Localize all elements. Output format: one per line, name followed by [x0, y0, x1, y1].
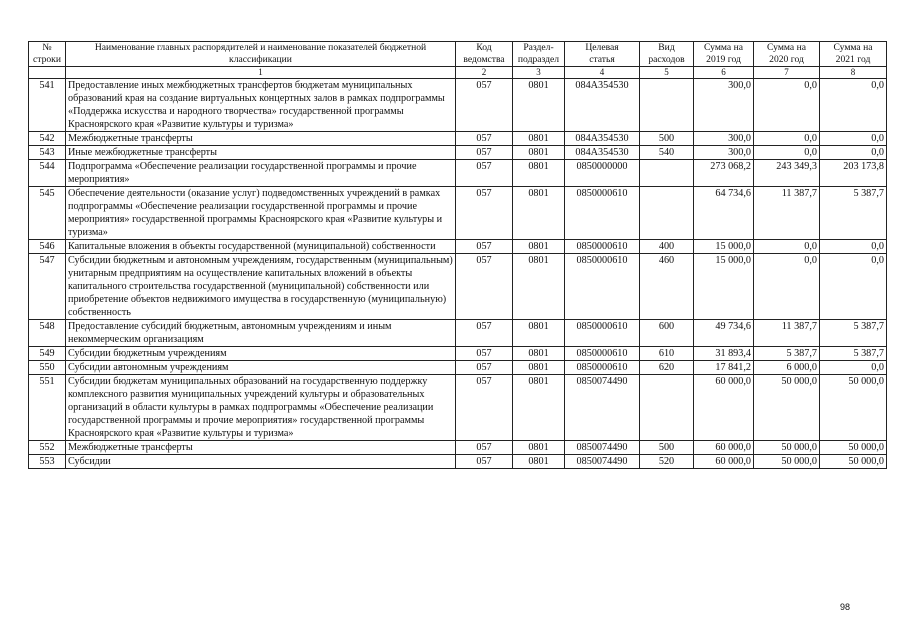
- row-target-item: 084A354530: [565, 146, 640, 160]
- row-section: 0801: [513, 146, 565, 160]
- row-department-code: 057: [456, 441, 513, 455]
- table-row: [29, 375, 887, 441]
- row-expense-type: [640, 160, 694, 187]
- table-row: [29, 132, 887, 146]
- row-department-code: 057: [456, 455, 513, 469]
- row-section: 0801: [513, 347, 565, 361]
- row-sum-2020: 11 387,7: [754, 187, 820, 240]
- row-expense-type: 460: [640, 254, 694, 320]
- row-department-code: 057: [456, 254, 513, 320]
- row-number: 545: [29, 187, 66, 240]
- column-number: 5: [640, 67, 694, 79]
- table-body: [29, 79, 887, 469]
- row-number: 547: [29, 254, 66, 320]
- row-sum-2020: 11 387,7: [754, 320, 820, 347]
- row-name: Иные межбюджетные трансферты: [66, 146, 456, 160]
- row-name: Субсидии автономным учреждениям: [66, 361, 456, 375]
- table-header-row: [29, 42, 887, 67]
- row-section: 0801: [513, 160, 565, 187]
- row-target-item: 0850074490: [565, 455, 640, 469]
- row-name: Предоставление иных межбюджетных трансфертов бюджетам муниципальных образований края на создание виртуальных концертных залов в рамках подпрограммы «Поддержка искусства и народного творчества» государственной программы Красноярского края «Развитие культуры и туризма»: [66, 79, 456, 132]
- column-number: 6: [694, 67, 754, 79]
- table-row: [29, 441, 887, 455]
- row-sum-2019: 273 068,2: [694, 160, 754, 187]
- row-name: Капитальные вложения в объекты государственной (муниципальной) собственности: [66, 240, 456, 254]
- row-section: 0801: [513, 455, 565, 469]
- row-sum-2020: 0,0: [754, 132, 820, 146]
- row-target-item: 0850000610: [565, 254, 640, 320]
- row-section: 0801: [513, 375, 565, 441]
- row-name: Предоставление субсидий бюджетным, автономным учреждениям и иным некоммерческим организациям: [66, 320, 456, 347]
- row-number: 546: [29, 240, 66, 254]
- row-department-code: 057: [456, 347, 513, 361]
- row-number: 544: [29, 160, 66, 187]
- row-sum-2020: 5 387,7: [754, 347, 820, 361]
- header-expense-type: Вид расходов: [640, 42, 694, 67]
- row-target-item: 0850000610: [565, 347, 640, 361]
- page-number: 98: [839, 602, 850, 612]
- row-expense-type: [640, 187, 694, 240]
- row-target-item: 084A354530: [565, 132, 640, 146]
- row-department-code: 057: [456, 361, 513, 375]
- table-row: [29, 455, 887, 469]
- column-number: 3: [513, 67, 565, 79]
- row-department-code: 057: [456, 375, 513, 441]
- table-row: [29, 240, 887, 254]
- header-sum-2020: Сумма на 2020 год: [754, 42, 820, 67]
- row-number: 543: [29, 146, 66, 160]
- row-expense-type: 500: [640, 132, 694, 146]
- row-sum-2019: 64 734,6: [694, 187, 754, 240]
- row-target-item: 0850074490: [565, 441, 640, 455]
- header-sum-2019: Сумма на 2019 год: [694, 42, 754, 67]
- row-section: 0801: [513, 361, 565, 375]
- row-sum-2021: 50 000,0: [820, 375, 887, 441]
- column-number: 4: [565, 67, 640, 79]
- row-section: 0801: [513, 187, 565, 240]
- row-department-code: 057: [456, 320, 513, 347]
- row-target-item: 0850000610: [565, 320, 640, 347]
- row-sum-2020: 50 000,0: [754, 441, 820, 455]
- header-section: Раздел- подраздел: [513, 42, 565, 67]
- row-sum-2021: 0,0: [820, 240, 887, 254]
- row-sum-2020: 0,0: [754, 146, 820, 160]
- row-sum-2019: 300,0: [694, 79, 754, 132]
- row-expense-type: 600: [640, 320, 694, 347]
- column-number: 2: [456, 67, 513, 79]
- row-department-code: 057: [456, 79, 513, 132]
- row-sum-2019: 300,0: [694, 132, 754, 146]
- row-section: 0801: [513, 79, 565, 132]
- row-name: Обеспечение деятельности (оказание услуг) подведомственных учреждений в рамках подпрограммы «Обеспечение реализации государственной программы и прочие мероприятия» государственной программы Красноярского края «Развитие культуры и туризма»: [66, 187, 456, 240]
- header-row-number: № строки: [29, 42, 66, 67]
- row-sum-2020: 243 349,3: [754, 160, 820, 187]
- row-section: 0801: [513, 240, 565, 254]
- column-number-row: [29, 67, 887, 79]
- row-name: Субсидии бюджетным и автономным учреждениям, государственным (муниципальным) унитарным предприятиям на осуществление капитальных вложений в объекты капитального строительства государственной (муниципальной) собственности или приобретение объектов недвижимого имущества в государственную (муниципальную) собственность: [66, 254, 456, 320]
- row-name: Субсидии: [66, 455, 456, 469]
- row-sum-2021: 0,0: [820, 79, 887, 132]
- table-row: [29, 320, 887, 347]
- row-sum-2019: 15 000,0: [694, 254, 754, 320]
- column-number: 7: [754, 67, 820, 79]
- table-row: [29, 79, 887, 132]
- row-sum-2019: 60 000,0: [694, 455, 754, 469]
- row-department-code: 057: [456, 240, 513, 254]
- row-sum-2020: 0,0: [754, 79, 820, 132]
- column-number: 1: [66, 67, 456, 79]
- row-sum-2021: 50 000,0: [820, 441, 887, 455]
- row-sum-2019: 300,0: [694, 146, 754, 160]
- table-row: [29, 187, 887, 240]
- row-sum-2021: 0,0: [820, 361, 887, 375]
- row-target-item: 0850000000: [565, 160, 640, 187]
- row-expense-type: 520: [640, 455, 694, 469]
- row-expense-type: 400: [640, 240, 694, 254]
- row-target-item: 084A354530: [565, 79, 640, 132]
- table-row: [29, 254, 887, 320]
- row-sum-2021: 203 173,8: [820, 160, 887, 187]
- column-number: 8: [820, 67, 887, 79]
- row-expense-type: 610: [640, 347, 694, 361]
- row-sum-2019: 60 000,0: [694, 375, 754, 441]
- row-sum-2021: 0,0: [820, 254, 887, 320]
- row-department-code: 057: [456, 146, 513, 160]
- row-sum-2021: 0,0: [820, 146, 887, 160]
- budget-table: [28, 41, 887, 469]
- row-department-code: 057: [456, 132, 513, 146]
- header-target-item: Целевая статья: [565, 42, 640, 67]
- row-expense-type: 500: [640, 441, 694, 455]
- row-number: 542: [29, 132, 66, 146]
- row-name: Субсидии бюджетным учреждениям: [66, 347, 456, 361]
- table-row: [29, 160, 887, 187]
- row-section: 0801: [513, 441, 565, 455]
- row-number: 553: [29, 455, 66, 469]
- row-expense-type: 540: [640, 146, 694, 160]
- header-sum-2021: Сумма на 2021 год: [820, 42, 887, 67]
- row-sum-2019: 15 000,0: [694, 240, 754, 254]
- row-name: Подпрограмма «Обеспечение реализации государственной программы и прочие мероприятия»: [66, 160, 456, 187]
- row-sum-2020: 50 000,0: [754, 455, 820, 469]
- row-target-item: 0850000610: [565, 187, 640, 240]
- row-sum-2020: 6 000,0: [754, 361, 820, 375]
- row-sum-2019: 60 000,0: [694, 441, 754, 455]
- row-expense-type: 620: [640, 361, 694, 375]
- row-sum-2019: 31 893,4: [694, 347, 754, 361]
- header-name: Наименование главных распорядителей и наименование показателей бюджетной классификации: [66, 42, 456, 67]
- row-name: Межбюджетные трансферты: [66, 132, 456, 146]
- row-section: 0801: [513, 254, 565, 320]
- row-name: Межбюджетные трансферты: [66, 441, 456, 455]
- table-row: [29, 347, 887, 361]
- row-sum-2021: 0,0: [820, 132, 887, 146]
- table-row: [29, 361, 887, 375]
- row-target-item: 0850000610: [565, 361, 640, 375]
- table-row: [29, 146, 887, 160]
- row-name: Субсидии бюджетам муниципальных образований на государственную поддержку комплексного развития муниципальных учреждений культуры и образовательных организаций в области культуры в рамках подпрограммы «Обеспечение реализации государственной программы и прочие мероприятия» государственной программы Красноярского края «Развитие культуры и туризма»: [66, 375, 456, 441]
- row-expense-type: [640, 79, 694, 132]
- row-number: 541: [29, 79, 66, 132]
- column-number: [29, 67, 66, 79]
- row-sum-2021: 5 387,7: [820, 347, 887, 361]
- row-expense-type: [640, 375, 694, 441]
- row-number: 552: [29, 441, 66, 455]
- row-sum-2021: 5 387,7: [820, 320, 887, 347]
- row-section: 0801: [513, 320, 565, 347]
- row-number: 549: [29, 347, 66, 361]
- row-sum-2021: 50 000,0: [820, 455, 887, 469]
- row-sum-2019: 17 841,2: [694, 361, 754, 375]
- row-sum-2020: 0,0: [754, 254, 820, 320]
- row-sum-2019: 49 734,6: [694, 320, 754, 347]
- row-target-item: 0850000610: [565, 240, 640, 254]
- row-number: 551: [29, 375, 66, 441]
- row-number: 548: [29, 320, 66, 347]
- row-target-item: 0850074490: [565, 375, 640, 441]
- row-section: 0801: [513, 132, 565, 146]
- row-department-code: 057: [456, 187, 513, 240]
- row-sum-2021: 5 387,7: [820, 187, 887, 240]
- row-department-code: 057: [456, 160, 513, 187]
- row-sum-2020: 0,0: [754, 240, 820, 254]
- row-number: 550: [29, 361, 66, 375]
- header-department-code: Код ведомства: [456, 42, 513, 67]
- row-sum-2020: 50 000,0: [754, 375, 820, 441]
